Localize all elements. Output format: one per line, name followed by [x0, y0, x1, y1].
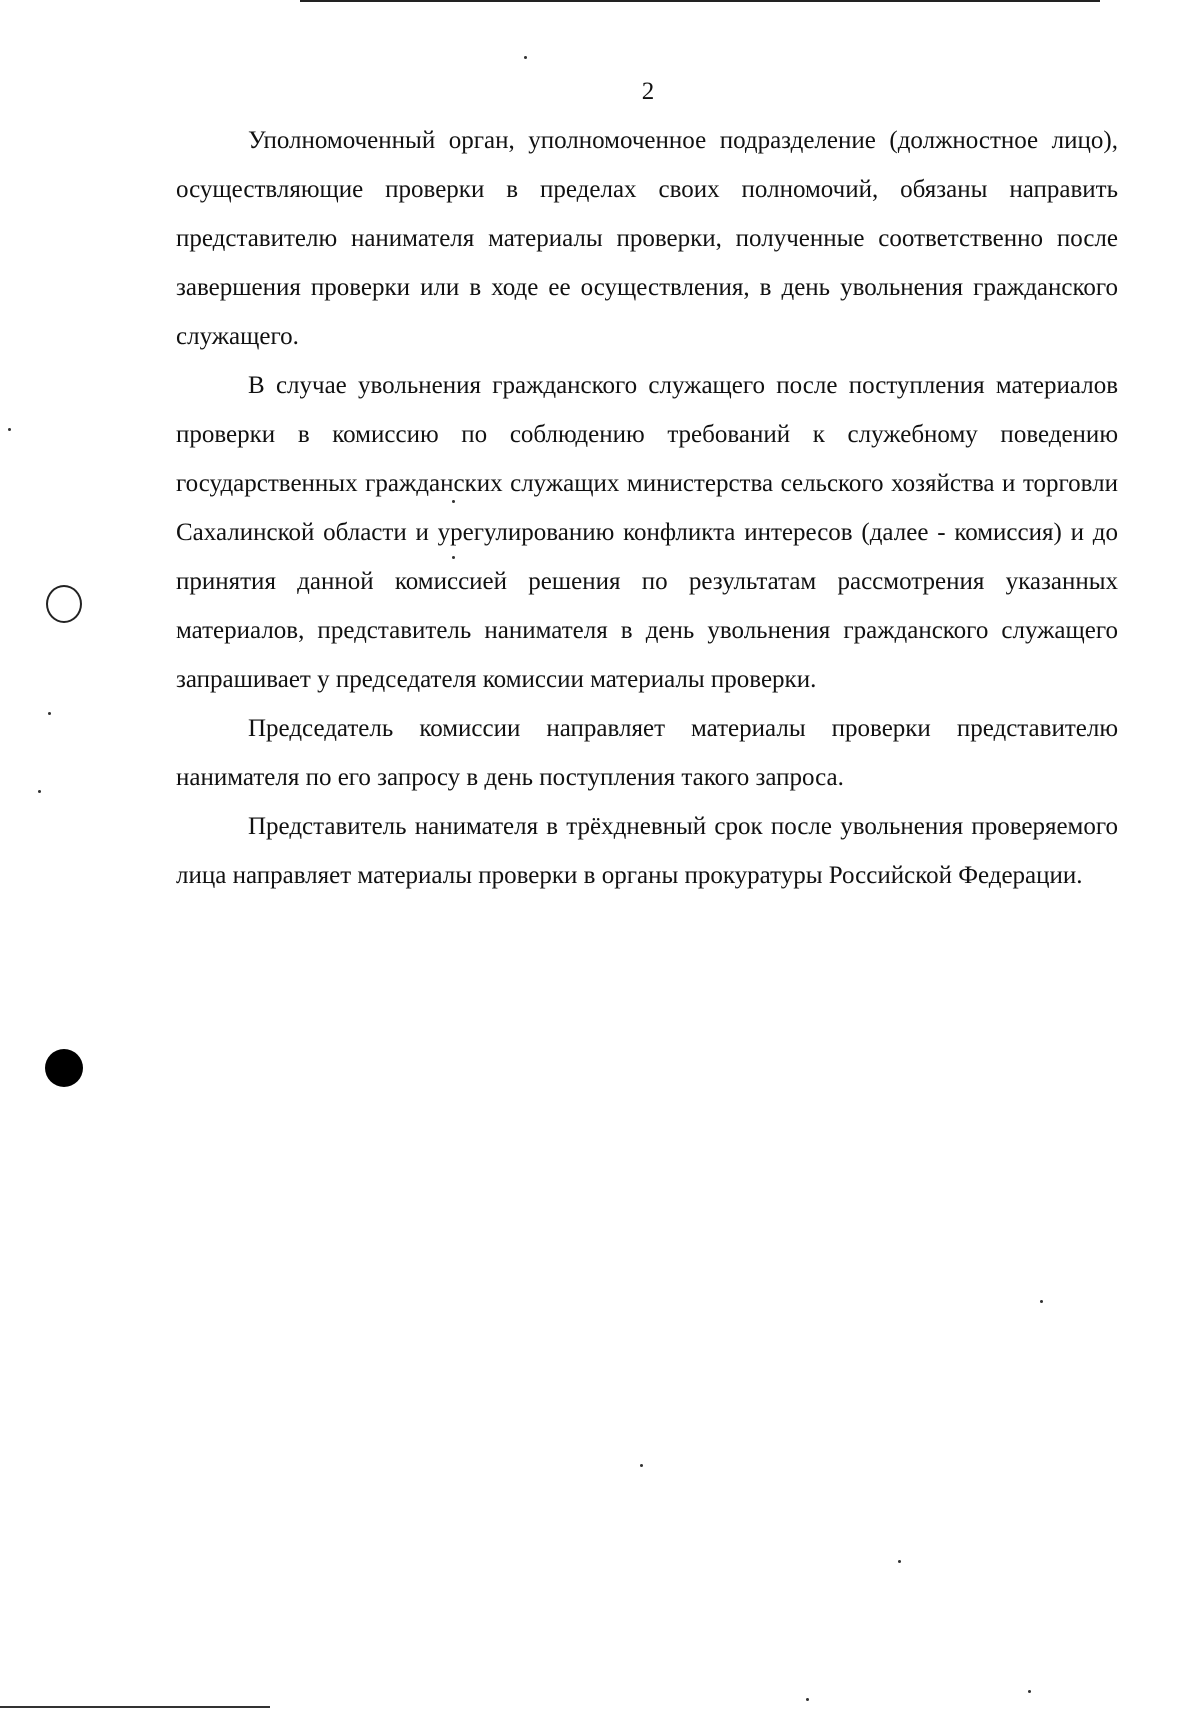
scan-speck [1040, 1300, 1043, 1303]
punch-hole-filled [45, 1049, 83, 1087]
top-rule [300, 0, 1100, 2]
scan-speck [1028, 1690, 1031, 1693]
scan-speck [524, 56, 527, 59]
scan-speck [48, 712, 51, 715]
paragraph-2: В случае увольнения гражданского служащего после поступления материалов проверки в комиссию по соблюдению требований к служебному поведению государственных гражданских служащих министерства сельского хозяйства и торговли Сахалинской области и урегулированию конфликта интересов (далее - комиссия) и до принятия данной комиссией решения по результатам рассмотрения указанных материалов, представитель нанимателя в день увольнения гражданского служащего запрашивает у председателя комиссии материалы проверки. [176, 372, 1118, 693]
scan-speck [640, 1464, 643, 1467]
scan-speck [38, 790, 41, 793]
paragraph-1: Уполномоченный орган, уполномоченное подразделение (должностное лицо), осуществляющие проверки в пределах своих полномочий, обязаны направить представителю нанимателя материалы проверки, полученные соответственно после завершения проверки или в ходе ее осуществления, в день увольнения гражданского служащего. [176, 127, 1118, 350]
scan-speck [452, 556, 455, 559]
paragraph-3: Председатель комиссии направляет материалы проверки представителю нанимателя по его запросу в день поступления такого запроса. [176, 715, 1118, 791]
paragraph-4: Представитель нанимателя в трёхдневный срок после увольнения проверяемого лица направляет материалы проверки в органы прокуратуры Российской Федерации. [176, 813, 1118, 889]
punch-hole-outline [46, 585, 82, 623]
scan-speck [898, 1560, 901, 1563]
scan-speck [452, 500, 455, 503]
scan-speck [8, 428, 11, 431]
bottom-rule [0, 1706, 270, 1708]
page-number: 2 [641, 78, 655, 105]
document-body [176, 116, 1118, 900]
scan-speck [806, 1698, 809, 1701]
